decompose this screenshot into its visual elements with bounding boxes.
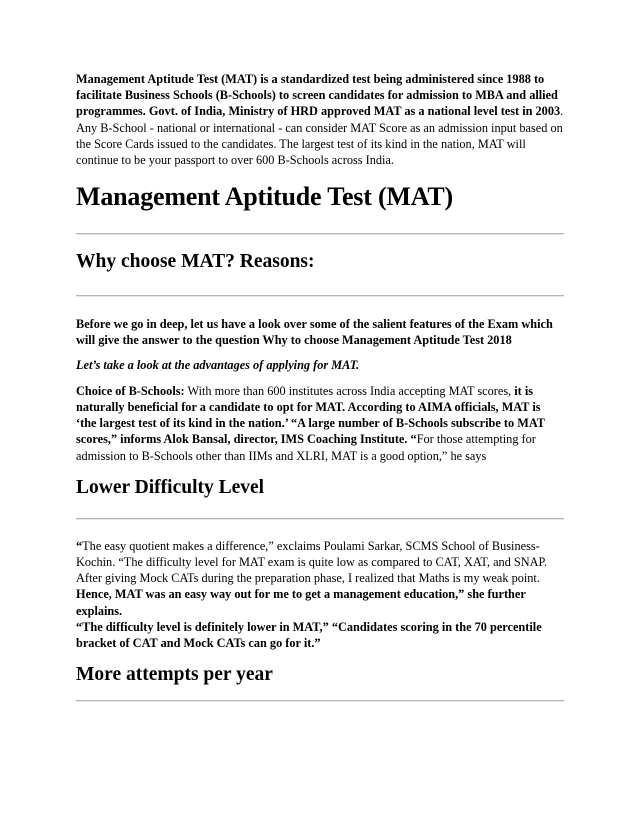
- lower-text-1: The easy quotient makes a difference,” exclaims Poulami Sarkar, SCMS School of Business-Kochin. “The difficulty level for MAT exam is quite low as compared to CAT, XAT, and SNAP. After giving Mock CATs during the preparation phase, I realized that Maths is my weak point.: [76, 538, 548, 586]
- intro-paragraph: [76, 71, 564, 168]
- choice-paragraph: [76, 383, 564, 464]
- lower-bold-text-1: Hence, MAT was an easy way out for me to get a management education,” she further explains.: [76, 587, 526, 618]
- lower-open-quote: “: [76, 538, 83, 553]
- more-attempts-heading: More attempts per year: [76, 664, 273, 686]
- lower-bold-paragraph: “The difficulty level is definitely lower in MAT,” “Candidates scoring in the 70 percentile bracket of CAT and Mock CATs can go for it.”: [76, 619, 542, 651]
- more-divider: [76, 700, 564, 702]
- why-choose-heading: Why choose MAT? Reasons:: [76, 251, 315, 273]
- choice-text-1: With more than 600 institutes across India accepting MAT scores,: [184, 383, 515, 398]
- choice-bold-text: it is naturally beneficial for a candidate to opt for MAT. According to AIMA officials, MAT is ‘the largest test of its kind in the nation.’ “A large number of B-Schools subscribe to MAT scores,” informs Alok Bansal, director, IMS Coaching Institute. “: [76, 383, 545, 447]
- advantages-line: Let’s take a look at the advantages of applying for MAT.: [76, 357, 360, 372]
- choice-text-2: For those attempting for admission to B-Schools other than IIMs and XLRI, MAT is a good option,” he says: [76, 432, 536, 463]
- lower-paragraph: [76, 538, 564, 619]
- intro-bold-text: Management Aptitude Test (MAT) is a standardized test being administered since 1988 to facilitate Business Schools (B-Schools) to screen candidates for admission to MBA and allied programmes. Govt. of India, Ministry of HRD approved MAT as a national level test in 2003: [76, 72, 561, 119]
- page-title: Management Aptitude Test (MAT): [76, 182, 454, 212]
- choice-label: Choice of B-Schools:: [76, 383, 185, 398]
- intro-regular-text: . Any B-School - national or international - can consider MAT Score as an admission input based on the Score Cards issued to the candidates. The largest test of its kind in the nation, MAT will continue to be your passport to over 600 B-Schools across India.: [76, 104, 564, 168]
- document-body: [76, 71, 564, 702]
- lower-difficulty-heading: Lower Difficulty Level: [76, 476, 265, 498]
- before-paragraph: Before we go in deep, let us have a look over some of the salient features of the Exam which will give the answer to the question Why to choose Management Aptitude Test 2018: [76, 317, 553, 348]
